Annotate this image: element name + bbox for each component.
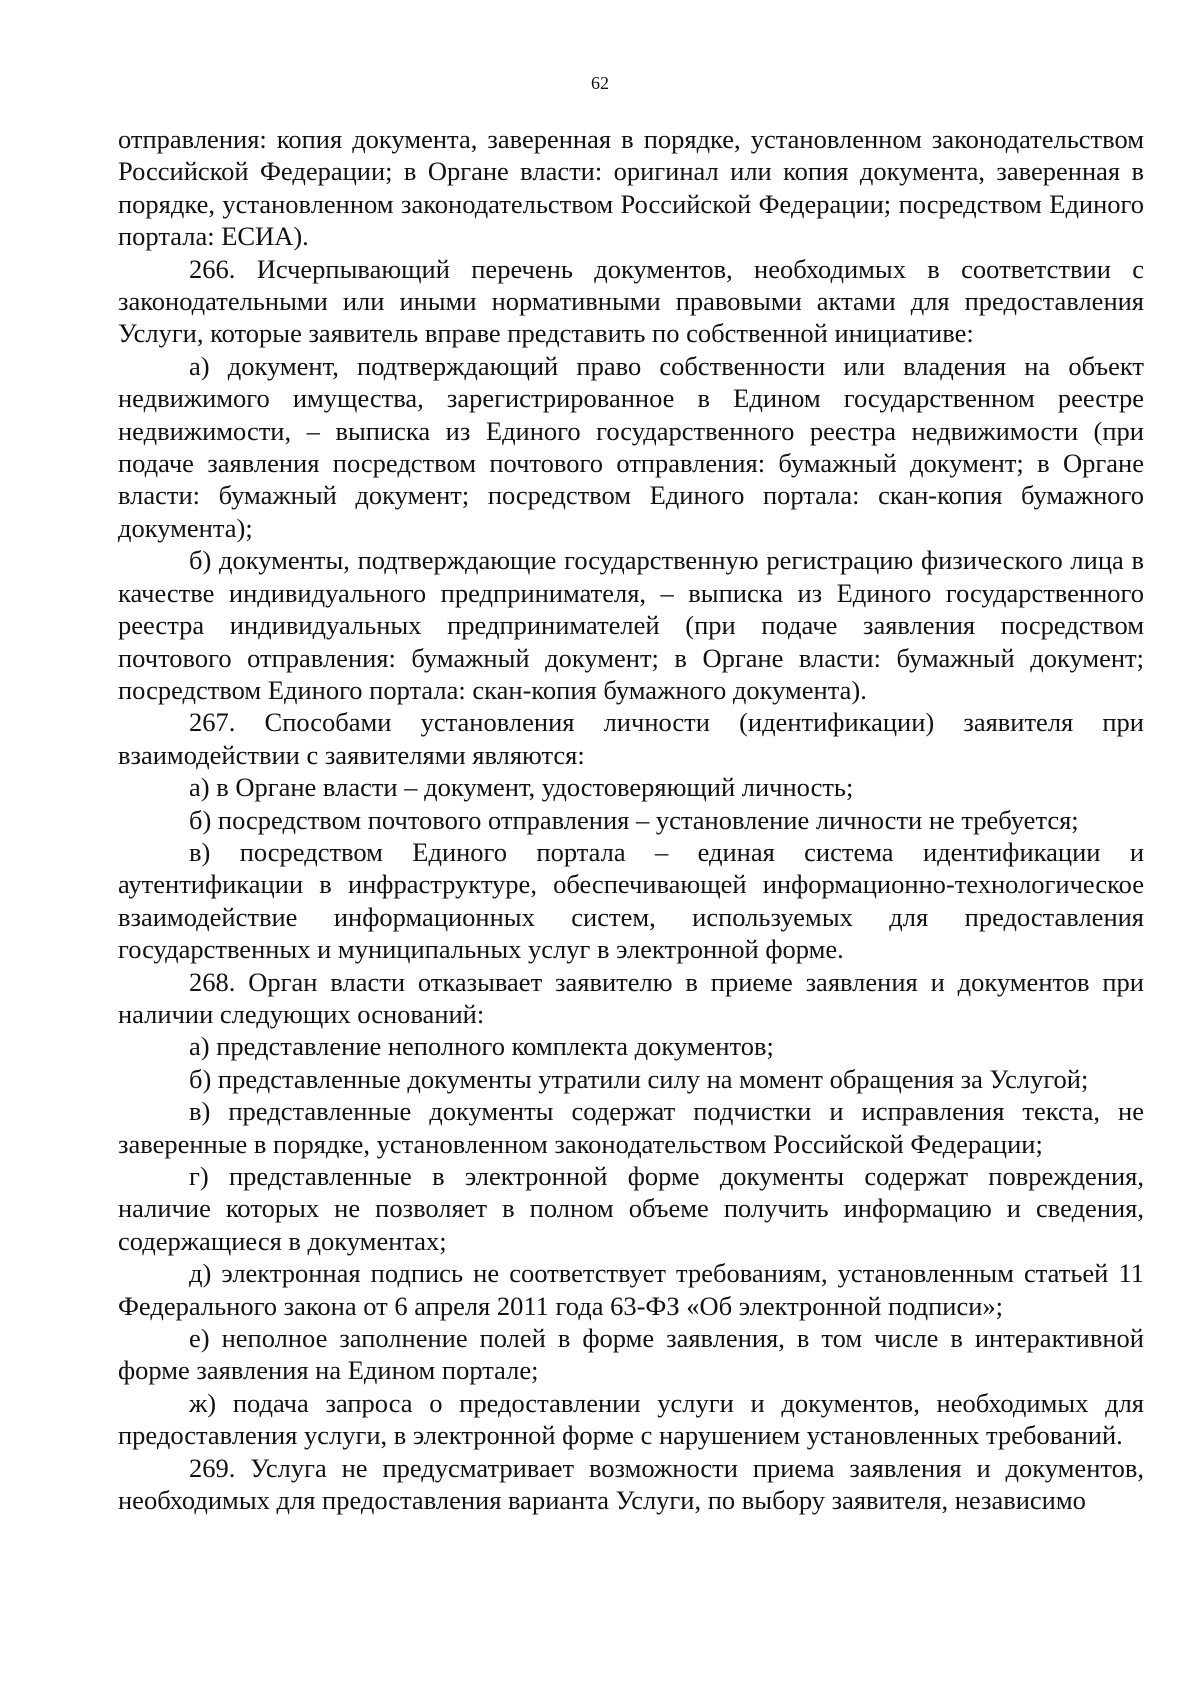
list-item-268-a: а) представление неполного комплекта документов;: [189, 1031, 774, 1062]
paragraph-continuation: отправления: копия документа, заверенная в порядке, установленном законодательством Российской Федерации; в Органе власти: оригинал или копия документа, заверенная в порядке, установленном законодательством Российской Федерации; посредством Единого портала: ЕСИА).: [118, 124, 1144, 252]
document-body: [118, 123, 1144, 1516]
paragraph-267: 267. Способами установления личности (идентификации) заявителя при взаимодействии с заявителями являются:: [118, 707, 1144, 770]
list-item-268-e: е) неполное заполнение полей в форме заявления, в том числе в интерактивной форме заявления на Едином портале;: [118, 1323, 1144, 1386]
list-item-268-g: г) представленные в электронной форме документы содержат повреждения, наличие которых не позволяет в полном объеме получить информацию и сведения, содержащиеся в документах;: [118, 1161, 1144, 1256]
paragraph-268: 268. Орган власти отказывает заявителю в приеме заявления и документов при наличии следующих оснований:: [118, 966, 1144, 1029]
list-item-266-a: а) документ, подтверждающий право собственности или владения на объект недвижимого имущества, зарегистрированное в Едином государственном реестре недвижимости, – выписка из Единого государственного реестра недвижимости (при подаче заявления посредством почтового отправления: бумажный документ; в Органе власти: бумажный документ; посредством Единого портала: скан-копия бумажного документа);: [118, 350, 1144, 543]
list-item-268-zh: ж) подача запроса о предоставлении услуги и документов, необходимых для предоставления услуги, в электронной форме с нарушением установленных требований.: [118, 1387, 1144, 1451]
list-item-267-a: а) в Органе власти – документ, удостоверяющий личность;: [189, 772, 854, 803]
paragraph-269: 269. Услуга не предусматривает возможности приема заявления и документов, необходимых для предоставления варианта Услуги, по выбору заявителя, независимо: [118, 1452, 1144, 1516]
list-item-266-b: б) документы, подтверждающие государственную регистрацию физического лица в качестве индивидуального предпринимателя, – выписка из Единого государственного реестра индивидуальных предпринимателей (при подаче заявления посредством почтового отправления: бумажный документ; в Органе власти: бумажный документ; посредством Единого портала: скан-копия бумажного документа).: [118, 545, 1144, 705]
paragraph-266: 266. Исчерпывающий перечень документов, необходимых в соответствии с законодательными или иными нормативными правовыми актами для предоставления Услуги, которые заявитель вправе представить по собственной инициативе:: [118, 253, 1144, 349]
page-number: 62: [591, 73, 609, 93]
list-item-268-v: в) представленные документы содержат подчистки и исправления текста, не заверенные в порядке, установленном законодательством Российской Федерации;: [118, 1096, 1144, 1159]
list-item-267-b: б) посредством почтового отправления – установление личности не требуется;: [189, 804, 1079, 835]
list-item-268-d: д) электронная подпись не соответствует требованиям, установленным статьей 11 Федерального закона от 6 апреля 2011 года 63-ФЗ «Об электронной подписи»;: [118, 1258, 1144, 1321]
list-item-267-v: в) посредством Единого портала – единая система идентификации и аутентификации в инфраструктуре, обеспечивающей информационно-технологическое взаимодействие информационных систем, используемых для предоставления государственных и муниципальных услуг в электронной форме.: [118, 836, 1144, 965]
list-item-268-b: б) представленные документы утратили силу на момент обращения за Услугой;: [189, 1063, 1089, 1094]
